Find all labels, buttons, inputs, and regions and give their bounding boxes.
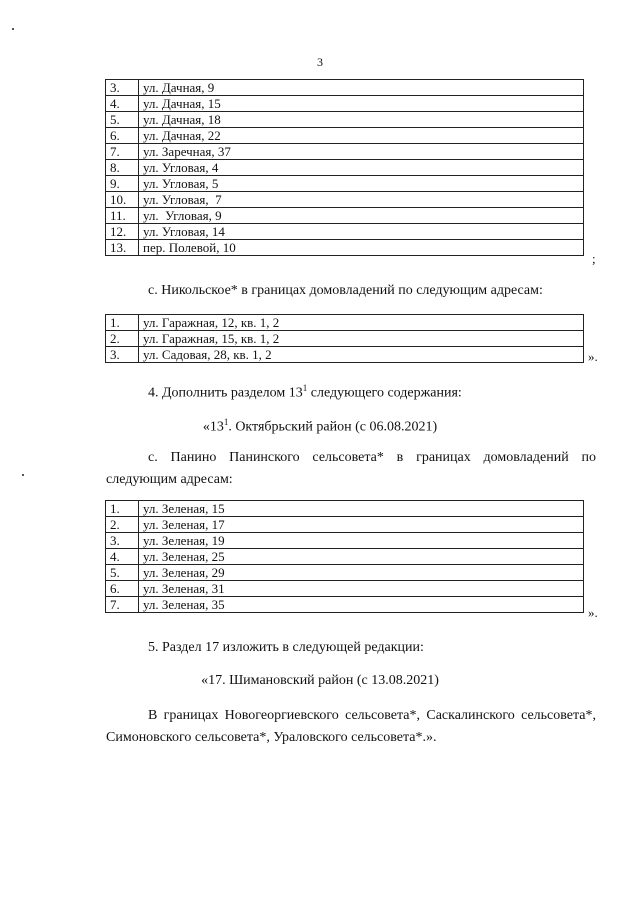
- row-number: 13.: [106, 240, 139, 256]
- row-number: 11.: [106, 208, 139, 224]
- item-4-paragraph: [148, 383, 462, 402]
- table-row: [106, 533, 584, 549]
- table-row: [106, 192, 584, 208]
- table-row: [106, 160, 584, 176]
- table-row: [106, 565, 584, 581]
- scan-speck: [12, 28, 14, 30]
- table-row: [106, 128, 584, 144]
- item-5-paragraph: 5. Раздел 17 изложить в следующей редакции:: [148, 640, 424, 655]
- table-row: [106, 224, 584, 240]
- row-number: 7.: [106, 597, 139, 613]
- page-number: 3: [317, 55, 323, 69]
- row-address: ул. Угловая, 14: [139, 224, 584, 240]
- row-address: ул. Угловая, 9: [139, 208, 584, 224]
- row-address: ул. Гаражная, 12, кв. 1, 2: [139, 315, 584, 331]
- section-13-heading: [0, 417, 640, 436]
- row-number: 2.: [106, 517, 139, 533]
- row-number: 7.: [106, 144, 139, 160]
- row-address: ул. Садовая, 28, кв. 1, 2: [139, 347, 584, 363]
- row-number: 2.: [106, 331, 139, 347]
- table-row: [106, 315, 584, 331]
- row-address: ул. Зеленая, 31: [139, 581, 584, 597]
- superscript: 1: [223, 417, 229, 427]
- row-number: 3.: [106, 347, 139, 363]
- row-number: 12.: [106, 224, 139, 240]
- row-address: ул. Заречная, 37: [139, 144, 584, 160]
- row-address: ул. Угловая, 7: [139, 192, 584, 208]
- nikolskoe-heading: с. Никольское* в границах домовладений по следующим адресам:: [148, 283, 543, 298]
- table-row: [106, 144, 584, 160]
- table-row: [106, 176, 584, 192]
- table-row: [106, 80, 584, 96]
- table-trailing-mark: ».: [588, 349, 598, 364]
- row-number: 1.: [106, 501, 139, 517]
- table-row: [106, 501, 584, 517]
- item-4-text: следующего содержания:: [307, 385, 462, 401]
- row-number: 5.: [106, 565, 139, 581]
- table-row: [106, 331, 584, 347]
- final-paragraph: В границах Новогеоргиевского сельсовета*, Саскалинского сельсовета*, Симоновского сельсовета*, Ураловского сельсовета*.».: [106, 708, 596, 745]
- row-address: ул. Дачная, 15: [139, 96, 584, 112]
- row-number: 5.: [106, 112, 139, 128]
- row-address: ул. Угловая, 5: [139, 176, 584, 192]
- scan-speck: [22, 474, 24, 476]
- table-row: [106, 517, 584, 533]
- row-address: ул. Зеленая, 29: [139, 565, 584, 581]
- row-address: ул. Зеленая, 35: [139, 597, 584, 613]
- row-address: ул. Дачная, 18: [139, 112, 584, 128]
- panino-paragraph: с. Панино Панинского сельсовета* в границах домовладений по следующим адресам:: [106, 450, 596, 487]
- table-row: [106, 347, 584, 363]
- table-trailing-mark: ».: [588, 605, 598, 620]
- row-address: ул. Гаражная, 15, кв. 1, 2: [139, 331, 584, 347]
- row-address: ул. Зеленая, 19: [139, 533, 584, 549]
- table-row: [106, 208, 584, 224]
- section-13-text: «13: [202, 419, 224, 435]
- table-row: [106, 240, 584, 256]
- row-address: ул. Дачная, 22: [139, 128, 584, 144]
- row-number: 9.: [106, 176, 139, 192]
- row-address: ул. Зеленая, 17: [139, 517, 584, 533]
- table-row: [106, 112, 584, 128]
- table-row: [106, 549, 584, 565]
- row-address: ул. Зеленая, 15: [139, 501, 584, 517]
- row-address: ул. Дачная, 9: [139, 80, 584, 96]
- address-table: [105, 79, 584, 256]
- section-17-heading: «17. Шимановский район (с 13.08.2021): [201, 673, 439, 688]
- address-table: [105, 500, 584, 613]
- row-address: пер. Полевой, 10: [139, 240, 584, 256]
- row-number: 3.: [106, 533, 139, 549]
- table-trailing-mark: ;: [592, 251, 596, 266]
- table-row: [106, 581, 584, 597]
- row-address: ул. Зеленая, 25: [139, 549, 584, 565]
- row-number: 4.: [106, 96, 139, 112]
- row-number: 8.: [106, 160, 139, 176]
- row-number: 3.: [106, 80, 139, 96]
- table-row: [106, 96, 584, 112]
- table-row: [106, 597, 584, 613]
- row-number: 1.: [106, 315, 139, 331]
- section-13-text: . Октябрьский район (с 06.08.2021): [228, 419, 438, 435]
- row-number: 10.: [106, 192, 139, 208]
- row-number: 6.: [106, 581, 139, 597]
- item-4-text: 4. Дополнить разделом 13: [148, 385, 303, 401]
- row-number: 4.: [106, 549, 139, 565]
- row-number: 6.: [106, 128, 139, 144]
- row-address: ул. Угловая, 4: [139, 160, 584, 176]
- superscript: 1: [302, 383, 308, 393]
- address-table: [105, 314, 584, 363]
